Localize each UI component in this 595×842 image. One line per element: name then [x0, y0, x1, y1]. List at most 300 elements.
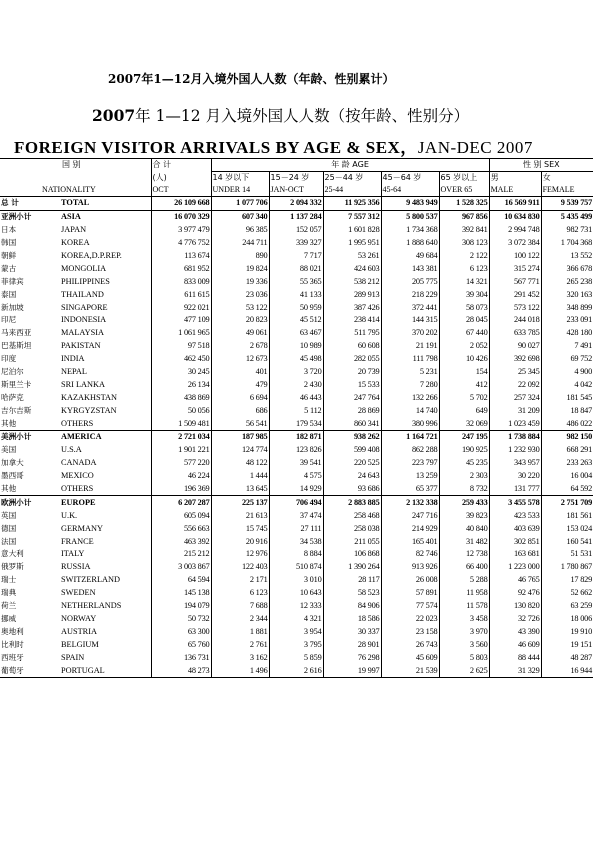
country-en-cell: SRI LANKA	[61, 379, 106, 389]
value-cell: 1 901 221	[151, 444, 211, 457]
country-cn-cell: 奥地利	[1, 626, 24, 636]
table-row	[0, 444, 593, 457]
value-cell: 31 209	[489, 404, 541, 417]
value-cell: 2 883 885	[323, 496, 381, 509]
value-cell: 706 494	[269, 496, 323, 509]
value-cell: 8 884	[269, 548, 323, 561]
value-cell: 12 333	[269, 600, 323, 613]
value-cell: 343 957	[489, 457, 541, 470]
value-cell: 2 751 709	[541, 496, 593, 509]
value-cell: 20 823	[211, 314, 269, 327]
value-cell: 10 989	[269, 340, 323, 353]
value-cell: 130 820	[489, 600, 541, 613]
value-cell: 3 795	[269, 638, 323, 651]
table-row	[0, 417, 593, 430]
country-en-cell: THAILAND	[61, 289, 104, 299]
value-cell: 39 823	[439, 509, 489, 522]
value-cell: 179 534	[269, 417, 323, 430]
country-en-cell: PAKISTAN	[61, 341, 101, 351]
value-cell: 607 340	[211, 210, 269, 223]
value-cell: 32 726	[489, 613, 541, 626]
value-cell: 20 739	[323, 366, 381, 379]
value-cell: 403 639	[489, 522, 541, 535]
value-cell: 573 122	[489, 301, 541, 314]
value-cell: 244 018	[489, 314, 541, 327]
value-cell: 538 212	[323, 275, 381, 288]
value-cell: 11 958	[439, 587, 489, 600]
value-cell: 3 560	[439, 638, 489, 651]
value-cell: 412	[439, 378, 489, 391]
table-row	[0, 314, 593, 327]
value-cell: 39 304	[439, 288, 489, 301]
value-cell: 48 122	[211, 457, 269, 470]
value-cell: 15 533	[323, 378, 381, 391]
value-cell: 289 913	[323, 288, 381, 301]
value-cell: 486 022	[541, 417, 593, 430]
country-cn-cell: 尼泊尔	[1, 367, 24, 377]
value-cell: 69 752	[541, 353, 593, 366]
value-cell: 1 023 459	[489, 417, 541, 430]
value-cell: 88 021	[269, 262, 323, 275]
value-cell: 315 274	[489, 262, 541, 275]
value-cell: 122 403	[211, 561, 269, 574]
value-cell: 3 970	[439, 625, 489, 638]
value-cell: 860 341	[323, 417, 381, 430]
value-cell: 10 634 830	[489, 210, 541, 223]
country-en-cell: TOTAL	[61, 198, 90, 208]
value-cell: 259 433	[439, 496, 489, 509]
country-en-cell: ITALY	[61, 549, 85, 559]
value-cell: 348 899	[541, 301, 593, 314]
country-cn-cell: 菲律宾	[1, 276, 24, 286]
value-cell: 7 557 312	[323, 210, 381, 223]
country-cn-cell: 总 计	[1, 198, 19, 208]
value-cell: 428 180	[541, 327, 593, 340]
value-cell: 53 122	[211, 301, 269, 314]
country-en-cell: KOREA	[61, 238, 90, 248]
value-cell: 3 455 578	[489, 496, 541, 509]
value-cell: 19 151	[541, 638, 593, 651]
value-cell: 67 440	[439, 327, 489, 340]
value-cell: 132 266	[381, 391, 439, 404]
table-row	[0, 509, 593, 522]
value-cell: 479	[211, 378, 269, 391]
value-cell: 833 009	[151, 275, 211, 288]
value-cell: 463 392	[151, 535, 211, 548]
header-age-en-0: UNDER 14	[211, 184, 269, 197]
table-row	[0, 301, 593, 314]
value-cell: 3 003 867	[151, 561, 211, 574]
country-en-cell: U.K.	[61, 510, 78, 520]
value-cell: 106 868	[323, 548, 381, 561]
value-cell: 2 616	[269, 664, 323, 677]
value-cell: 5 800 537	[381, 210, 439, 223]
value-cell: 51 531	[541, 548, 593, 561]
value-cell: 84 906	[323, 600, 381, 613]
value-cell: 2 052	[439, 340, 489, 353]
country-cn-cell: 哈萨克	[1, 392, 24, 402]
value-cell: 1 528 325	[439, 197, 489, 211]
value-cell: 28 901	[323, 638, 381, 651]
value-cell: 40 840	[439, 522, 489, 535]
value-cell: 265 238	[541, 275, 593, 288]
value-cell: 26 109 668	[151, 197, 211, 211]
table-row	[0, 522, 593, 535]
value-cell: 211 055	[323, 535, 381, 548]
country-cn-cell: 欧洲小计	[0, 496, 60, 509]
country-cn-cell: 其他	[1, 484, 17, 494]
country-cn-cell: 英国	[1, 510, 17, 520]
header-age-cn-3: 45－64 岁	[381, 172, 439, 185]
value-cell: 605 094	[151, 509, 211, 522]
header-row-1	[0, 159, 593, 172]
value-cell: 510 874	[269, 561, 323, 574]
country-cn-cell: 美国	[1, 445, 17, 455]
value-cell: 26 743	[381, 638, 439, 651]
table-row	[0, 535, 593, 548]
country-cn-cell: 韩国	[1, 238, 17, 248]
country-cn-cell: 俄罗斯	[1, 562, 24, 572]
value-cell: 462 450	[151, 353, 211, 366]
value-cell: 28 045	[439, 314, 489, 327]
value-cell: 370 202	[381, 327, 439, 340]
value-cell: 194 079	[151, 600, 211, 613]
country-en-cell: SPAIN	[61, 652, 85, 662]
country-cn-cell: 巴基斯坦	[1, 341, 32, 351]
value-cell: 45 235	[439, 457, 489, 470]
value-cell: 982 731	[541, 224, 593, 237]
value-cell: 46 765	[489, 574, 541, 587]
value-cell: 49 684	[381, 250, 439, 263]
country-cn-cell: 日本	[1, 225, 17, 235]
table-row	[0, 548, 593, 561]
value-cell: 9 539 757	[541, 197, 593, 211]
country-en-cell: MONGOLIA	[61, 263, 107, 273]
country-cn-cell: 墨西哥	[1, 471, 24, 481]
table-row	[0, 262, 593, 275]
value-cell: 2 625	[439, 664, 489, 677]
value-cell: 23 036	[211, 288, 269, 301]
value-cell: 392 841	[439, 224, 489, 237]
value-cell: 153 024	[541, 522, 593, 535]
value-cell: 1 738 884	[489, 431, 541, 444]
header-male-cn: 男	[489, 172, 541, 185]
country-en-cell: INDIA	[61, 354, 85, 364]
header-total-cn: 合 计	[151, 159, 211, 172]
value-cell: 46 224	[151, 470, 211, 483]
value-cell: 13 552	[541, 250, 593, 263]
table-row	[0, 638, 593, 651]
value-cell: 967 856	[439, 210, 489, 223]
value-cell: 196 369	[151, 483, 211, 496]
value-cell: 1 077 706	[211, 197, 269, 211]
value-cell: 1 881	[211, 625, 269, 638]
value-cell: 31 329	[489, 664, 541, 677]
value-cell: 21 613	[211, 509, 269, 522]
country-cn-cell: 德国	[1, 523, 17, 533]
value-cell: 144 315	[381, 314, 439, 327]
value-cell: 131 777	[489, 483, 541, 496]
value-cell: 10 643	[269, 587, 323, 600]
value-cell: 92 476	[489, 587, 541, 600]
value-cell: 220 525	[323, 457, 381, 470]
value-cell: 599 408	[323, 444, 381, 457]
table-title-cn	[92, 104, 469, 126]
country-en-cell: ASIA	[60, 210, 151, 223]
value-cell: 65 377	[381, 483, 439, 496]
value-cell: 1 780 867	[541, 561, 593, 574]
value-cell: 57 891	[381, 587, 439, 600]
value-cell: 1 164 721	[381, 431, 439, 444]
value-cell: 2 761	[211, 638, 269, 651]
table-row	[0, 404, 593, 417]
value-cell: 160 541	[541, 535, 593, 548]
country-cn-cell: 泰国	[1, 289, 17, 299]
value-cell: 10 426	[439, 353, 489, 366]
country-cn-cell: 蒙古	[1, 263, 17, 273]
value-cell: 24 643	[323, 470, 381, 483]
header-female-cn: 女	[541, 172, 593, 185]
country-en-cell: OTHERS	[61, 418, 94, 428]
value-cell: 31 482	[439, 535, 489, 548]
value-cell: 2 122	[439, 250, 489, 263]
value-cell: 238 414	[323, 314, 381, 327]
table-row	[0, 224, 593, 237]
value-cell: 6 123	[439, 262, 489, 275]
value-cell: 308 123	[439, 237, 489, 250]
value-cell: 862 288	[381, 444, 439, 457]
value-cell: 686	[211, 404, 269, 417]
value-cell: 9 483 949	[381, 197, 439, 211]
value-cell: 8 732	[439, 483, 489, 496]
country-cn-cell: 荷兰	[1, 601, 17, 611]
value-cell: 48 287	[541, 651, 593, 664]
value-cell: 14 321	[439, 275, 489, 288]
country-en-cell: SWITZERLAND	[61, 575, 120, 585]
value-cell: 143 381	[381, 262, 439, 275]
value-cell: 3 010	[269, 574, 323, 587]
value-cell: 1 137 284	[269, 210, 323, 223]
value-cell: 34 538	[269, 535, 323, 548]
value-cell: 100 122	[489, 250, 541, 263]
value-cell: 392 698	[489, 353, 541, 366]
country-cn-cell: 加拿大	[1, 458, 24, 468]
value-cell: 5 803	[439, 651, 489, 664]
country-cn-cell: 朝鲜	[1, 251, 17, 260]
country-en-cell: OTHERS	[61, 484, 94, 494]
value-cell: 320 163	[541, 288, 593, 301]
value-cell: 938 262	[323, 431, 381, 444]
table-title-en-text: FOREIGN VISITOR ARRIVALS BY AGE & SEX，	[14, 138, 418, 157]
value-cell: 18 006	[541, 613, 593, 626]
country-cn-cell: 意大利	[1, 549, 24, 559]
table-row	[0, 600, 593, 613]
value-cell: 225 137	[211, 496, 269, 509]
value-cell: 649	[439, 404, 489, 417]
value-cell: 190 925	[439, 444, 489, 457]
header-age-group: 年 龄 AGE	[211, 159, 489, 172]
country-cn-cell: 美洲小计	[0, 431, 60, 444]
value-cell: 233 263	[541, 457, 593, 470]
value-cell: 2 094 332	[269, 197, 323, 211]
value-cell: 13 645	[211, 483, 269, 496]
country-cn-cell: 斯里兰卡	[1, 379, 32, 389]
value-cell: 7 491	[541, 340, 593, 353]
value-cell: 65 760	[151, 638, 211, 651]
value-cell: 380 996	[381, 417, 439, 430]
country-cn-cell: 亚洲小计	[0, 210, 60, 223]
value-cell: 5 112	[269, 404, 323, 417]
country-en-cell: BELGIUM	[61, 639, 99, 649]
value-cell: 32 069	[439, 417, 489, 430]
country-en-cell: JAPAN	[61, 225, 87, 235]
value-cell: 152 057	[269, 224, 323, 237]
value-cell: 1 496	[211, 664, 269, 677]
value-cell: 5 859	[269, 651, 323, 664]
table-body	[0, 159, 593, 678]
country-en-cell: EUROPE	[60, 496, 151, 509]
value-cell: 123 826	[269, 444, 323, 457]
country-cn-cell: 其他	[1, 418, 17, 428]
table-row	[0, 613, 593, 626]
header-age-cn-2: 25－44 岁	[323, 172, 381, 185]
value-cell: 4 776 752	[151, 237, 211, 250]
country-cn-cell: 马来西亚	[1, 328, 32, 338]
value-cell: 50 732	[151, 613, 211, 626]
table-row	[0, 366, 593, 379]
value-cell: 7 717	[269, 250, 323, 263]
value-cell: 19 824	[211, 262, 269, 275]
value-cell: 567 771	[489, 275, 541, 288]
header-total-en: OCT	[151, 184, 211, 197]
value-cell: 16 070 329	[151, 210, 211, 223]
value-cell: 45 609	[381, 651, 439, 664]
value-cell: 247 716	[381, 509, 439, 522]
value-cell: 17 829	[541, 574, 593, 587]
value-cell: 21 539	[381, 664, 439, 677]
value-cell: 6 123	[211, 587, 269, 600]
table-row	[0, 250, 593, 263]
header-age-cn-1: 15－24 岁	[269, 172, 323, 185]
value-cell: 19 910	[541, 625, 593, 638]
header-age-en-1: JAN-OCT	[269, 184, 323, 197]
value-cell: 2 344	[211, 613, 269, 626]
value-cell: 30 220	[489, 470, 541, 483]
value-cell: 611 615	[151, 288, 211, 301]
value-cell: 1 223 000	[489, 561, 541, 574]
value-cell: 63 259	[541, 600, 593, 613]
value-cell: 37 474	[269, 509, 323, 522]
country-en-cell: RUSSIA	[61, 562, 91, 572]
value-cell: 6 694	[211, 391, 269, 404]
value-cell: 15 745	[211, 522, 269, 535]
table-row	[0, 197, 593, 211]
value-cell: 163 681	[489, 548, 541, 561]
value-cell: 7 280	[381, 378, 439, 391]
value-cell: 922 021	[151, 301, 211, 314]
value-cell: 88 444	[489, 651, 541, 664]
value-cell: 60 608	[323, 340, 381, 353]
table-row	[0, 587, 593, 600]
header-sex-group: 性 别 SEX	[489, 159, 593, 172]
value-cell: 48 273	[151, 664, 211, 677]
value-cell: 7 688	[211, 600, 269, 613]
country-en-cell: KOREA,D.P.REP.	[61, 251, 122, 260]
value-cell: 5 231	[381, 366, 439, 379]
value-cell: 2 994 748	[489, 224, 541, 237]
value-cell: 5 435 499	[541, 210, 593, 223]
value-cell: 1 734 368	[381, 224, 439, 237]
value-cell: 890	[211, 250, 269, 263]
value-cell: 1 995 951	[323, 237, 381, 250]
value-cell: 26 008	[381, 574, 439, 587]
country-cn-cell: 印尼	[1, 315, 17, 325]
value-cell: 247 195	[439, 431, 489, 444]
value-cell: 12 673	[211, 353, 269, 366]
header-unit-cn: (人)	[151, 172, 211, 185]
value-cell: 58 073	[439, 301, 489, 314]
value-cell: 49 061	[211, 327, 269, 340]
value-cell: 66 400	[439, 561, 489, 574]
value-cell: 4 900	[541, 366, 593, 379]
country-en-cell: U.S.A	[61, 445, 82, 455]
value-cell: 218 229	[381, 288, 439, 301]
value-cell: 1 390 264	[323, 561, 381, 574]
country-en-cell: GERMANY	[61, 523, 103, 533]
country-en-cell: KAZAKHSTAN	[61, 392, 118, 402]
table-row	[0, 664, 593, 677]
header-age-cn-4: 65 岁以上	[439, 172, 489, 185]
value-cell: 182 871	[269, 431, 323, 444]
value-cell: 258 038	[323, 522, 381, 535]
value-cell: 45 512	[269, 314, 323, 327]
value-cell: 82 746	[381, 548, 439, 561]
value-cell: 511 795	[323, 327, 381, 340]
value-cell: 1 601 828	[323, 224, 381, 237]
country-cn-cell: 挪威	[1, 613, 17, 623]
value-cell: 76 298	[323, 651, 381, 664]
table-row	[0, 574, 593, 587]
country-en-cell: AUSTRIA	[61, 626, 97, 636]
value-cell: 64 592	[541, 483, 593, 496]
country-cn-cell: 瑞士	[1, 575, 17, 585]
country-en-cell: PORTUGAL	[60, 664, 151, 677]
table-row	[0, 457, 593, 470]
value-cell: 5 702	[439, 391, 489, 404]
table-row	[0, 327, 593, 340]
country-cn-cell: 印度	[1, 354, 17, 364]
country-cn-cell: 西班牙	[1, 652, 24, 662]
country-cn-cell: 吉尔吉斯	[1, 405, 32, 415]
value-cell: 223 797	[381, 457, 439, 470]
value-cell: 3 458	[439, 613, 489, 626]
value-cell: 4 042	[541, 378, 593, 391]
value-cell: 64 594	[151, 574, 211, 587]
value-cell: 23 158	[381, 625, 439, 638]
value-cell: 55 365	[269, 275, 323, 288]
value-cell: 2 721 034	[151, 431, 211, 444]
value-cell: 3 072 384	[489, 237, 541, 250]
table-row	[0, 483, 593, 496]
value-cell: 3 162	[211, 651, 269, 664]
value-cell: 6 207 287	[151, 496, 211, 509]
country-cn-cell: 葡萄牙	[0, 664, 60, 677]
value-cell: 111 798	[381, 353, 439, 366]
value-cell: 136 731	[151, 651, 211, 664]
value-cell: 25 345	[489, 366, 541, 379]
value-cell: 258 468	[323, 509, 381, 522]
value-cell: 50 959	[269, 301, 323, 314]
